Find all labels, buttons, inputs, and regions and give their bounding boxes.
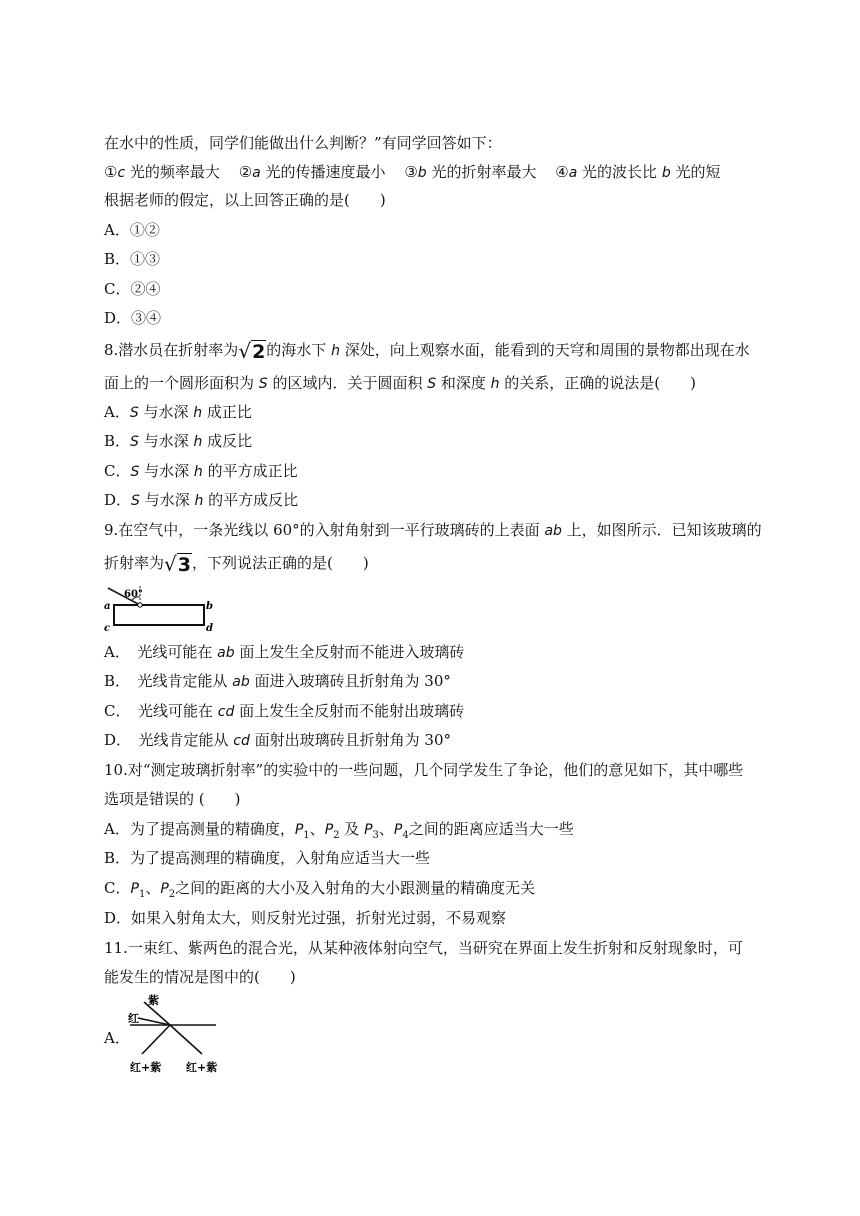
q8-option-d[interactable]: D．S 与水深 h 的平方成反比 [104, 491, 299, 509]
q7-question: 根据老师的假定，以上回答正确的是( ) [104, 191, 386, 209]
label-c: c [104, 623, 111, 634]
label-red: 红 [128, 1012, 139, 1025]
label-a: a [104, 601, 111, 612]
q8-stem-line1: 8.潜水员在折射率为√2的海水下 h 深处，向上观察水面，能看到的天穹和周围的景物都出现在水 [104, 339, 750, 363]
q9-option-b[interactable]: B． 光线肯定能从 ab 面进入玻璃砖且折射角为 30° [104, 672, 451, 690]
label-purple: 紫 [148, 994, 159, 1007]
q9-option-a[interactable]: A． 光线可能在 ab 面上发生全反射而不能进入玻璃砖 [104, 643, 465, 661]
q8-option-b[interactable]: B．S 与水深 h 成反比 [104, 432, 253, 450]
incident-mixed-ray [142, 1025, 170, 1054]
q10-stem-line2: 选项是错误的 ( ) [104, 790, 241, 808]
incidence-point [138, 603, 142, 607]
q7-option-c[interactable]: C．②④ [104, 280, 161, 298]
q9-option-c[interactable]: C． 光线可能在 cd 面上发生全反射而不能射出玻璃砖 [104, 702, 465, 720]
q11-stem-line2: 能发生的情况是图中的( ) [104, 968, 296, 986]
glass-brick [114, 605, 204, 625]
sqrt-3-symbol: √3 [164, 552, 191, 576]
q9-glass-brick-figure [100, 584, 220, 634]
q9-stem-line2: 折射率为√3，下列说法正确的是( ) [104, 552, 369, 576]
label-b: b [206, 601, 213, 612]
sqrt-2-symbol: √2 [238, 339, 266, 363]
reflected-mixed-ray [170, 1025, 202, 1054]
label-d: d [206, 623, 213, 634]
q11-stem-line1: 11.一束红、紫两色的混合光，从某种液体射向空气，当研究在界面上发生折射和反射现象时，可 [104, 939, 743, 957]
q7-statements: ①c 光的频率最大 ②a 光的传播速度最小 ③b 光的折射率最大 ④a 光的波长比 b 光的短 [104, 163, 721, 181]
q10-option-a[interactable]: A．为了提高测量的精确度，$P_1$、$P_2$ 及 $P_3$、$P_4$之间的距离应适当大一些 [104, 820, 574, 841]
q9-option-d[interactable]: D． 光线肯定能从 cd 面射出玻璃砖且折射角为 30° [104, 731, 452, 749]
q10-option-d[interactable]: D．如果入射角太大，则反射光过强，折射光过弱，不易观察 [104, 909, 507, 927]
label-mix-right: 红+紫 [186, 1061, 218, 1074]
q7-option-a[interactable]: A．①② [104, 221, 160, 239]
q8-stem-line2: 面上的一个圆形面积为 S 的区域内．关于圆面积 S 和深度 h 的关系，正确的说法是( ) [104, 374, 697, 392]
q9-stem-line1: 9.在空气中，一条光线以 60°的入射角射到一平行玻璃砖的上表面 ab 上，如图所示．已知该玻璃的 [104, 521, 762, 539]
q7-option-b[interactable]: B．①③ [104, 250, 161, 268]
q10-stem-line1: 10.对“测定玻璃折射率”的实验中的一些问题，几个同学发生了争论，他们的意见如下，其中哪些 [104, 761, 744, 779]
q8-option-c[interactable]: C．S 与水深 h 的平方成正比 [104, 462, 298, 480]
q11-option-a-label[interactable]: A． [104, 1029, 130, 1047]
q10-option-b[interactable]: B．为了提高测理的精确度，入射角应适当大一些 [104, 849, 431, 867]
q7-option-d[interactable]: D．③④ [104, 309, 162, 327]
q11-option-a-figure [126, 992, 236, 1076]
q7-intro-line: 在水中的性质，同学们能做出什么判断？”有同学回答如下： [104, 134, 502, 152]
angle-label: 60° [124, 589, 143, 600]
q8-option-a[interactable]: A．S 与水深 h 成正比 [104, 403, 252, 421]
q10-option-c[interactable]: C．$P_1$、$P_2$之间的距离的大小及入射角的大小跟测量的精确度无关 [104, 879, 536, 900]
label-mix-left: 红+紫 [130, 1061, 162, 1074]
